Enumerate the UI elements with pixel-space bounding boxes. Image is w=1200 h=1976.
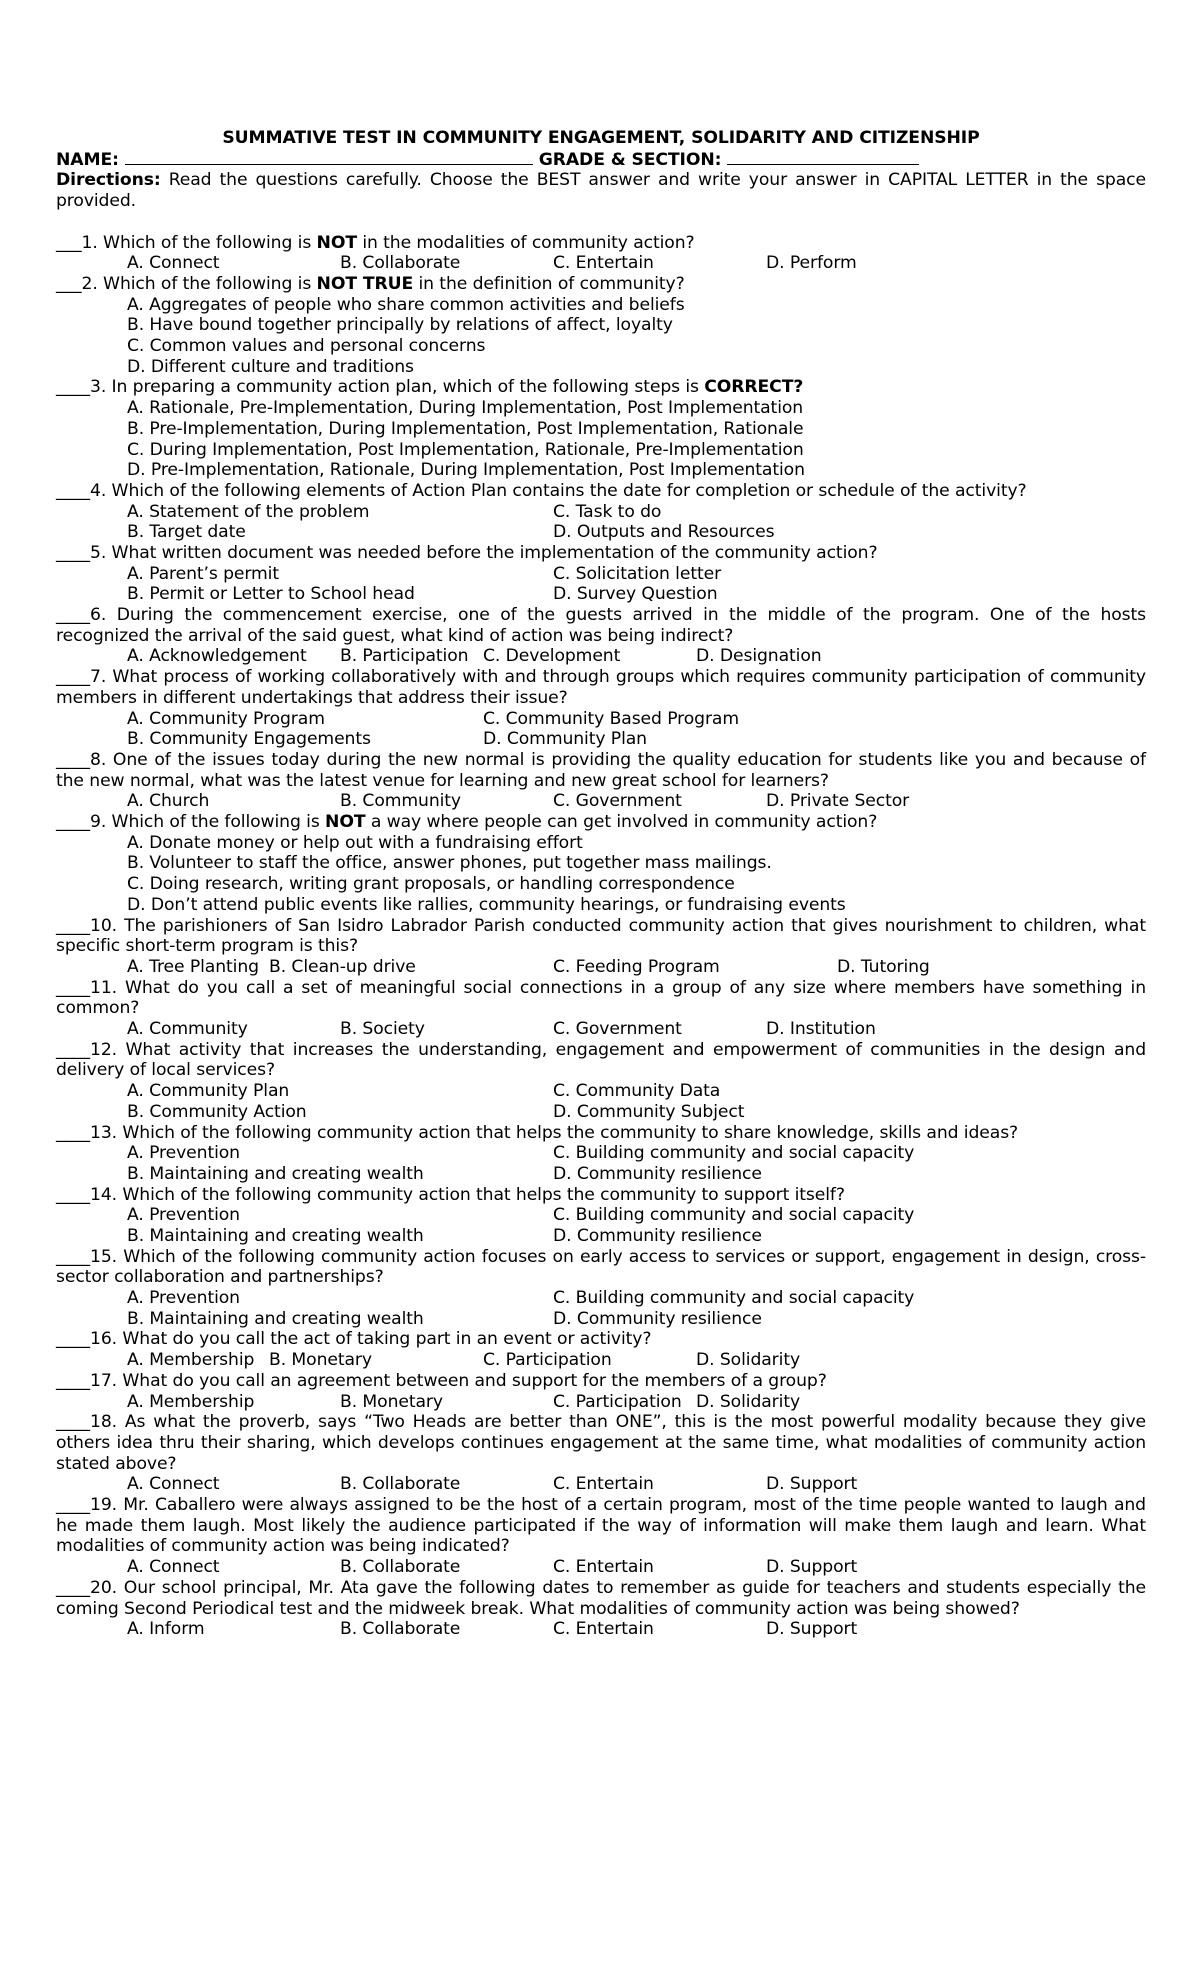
option-row: [56, 295, 1146, 316]
option-b-3: B. Pre-Implementation, During Implementation, Post Implementation, Rationale: [127, 418, 804, 439]
question-text: 2. Which of the following is: [81, 273, 317, 294]
option-b-8: B. Community: [340, 791, 461, 812]
question-5: [56, 543, 1146, 605]
option-d-14: D. Community resilience: [553, 1226, 762, 1246]
option-row: [56, 419, 1146, 440]
option-c-2: C. Common values and personal concerns: [127, 336, 486, 356]
option-a-4: A. Statement of the problem: [127, 501, 370, 522]
question-text: 5. What written document was needed before the implementation of the community action?: [89, 543, 878, 563]
option-c-4: B. Target date: [127, 522, 246, 543]
option-d-3: D. Pre-Implementation, Rationale, During Implementation, Post Implementation: [127, 460, 805, 481]
question-stem: [56, 1247, 1146, 1288]
question-text: 12. What activity that increases the understanding, engagement and empowerment of communities in the design and delivery of local services?: [56, 1039, 1146, 1081]
option-d-15: D. Community resilience: [553, 1308, 762, 1329]
option-row: [56, 1164, 1146, 1185]
answer-blank[interactable]: ____: [56, 543, 90, 563]
option-row: [56, 895, 1146, 916]
option-a-3: A. Rationale, Pre-Implementation, During Implementation, Post Implementation: [127, 398, 804, 419]
option-row: [56, 1392, 1146, 1413]
option-row: [56, 502, 1146, 523]
option-row: [56, 1102, 1146, 1123]
option-b-9: B. Volunteer to staff the office, answer phones, put together mass mailings.: [127, 853, 772, 874]
question-text: 18. As what the proverb, says “Two Heads are better than ONE”, this is the most powerful modality because they give others idea thru their sharing, which develops continues engagement at the same time, what modalities of community action stated above?: [56, 1412, 1146, 1474]
question-text: 1. Which of the following is: [81, 232, 317, 253]
question-14: [56, 1185, 1146, 1247]
option-c-18: C. Entertain: [553, 1474, 654, 1495]
question-emphasis: NOT TRUE: [316, 273, 414, 294]
question-15: [56, 1247, 1146, 1330]
option-b-15: C. Building community and social capacity: [553, 1288, 915, 1309]
name-field[interactable]: [125, 149, 533, 165]
question-text: 16. What do you call the act of taking part in an event or activity?: [89, 1329, 652, 1350]
option-row: [56, 957, 1146, 978]
option-a-12: A. Community Plan: [127, 1081, 290, 1102]
test-content: [56, 128, 1146, 1640]
question-text-end: in the definition of community?: [413, 273, 685, 294]
option-row: [56, 440, 1146, 461]
option-c-8: C. Government: [553, 791, 682, 812]
option-b-1: B. Collaborate: [340, 253, 461, 274]
directions-label: Directions:: [56, 170, 161, 191]
option-a-9: A. Donate money or help out with a fundraising effort: [127, 832, 583, 853]
option-d-19: D. Support: [766, 1557, 858, 1578]
option-row: [56, 646, 1146, 667]
question-6: [56, 605, 1146, 667]
question-text-end: a way where people can get involved in community action?: [365, 812, 878, 833]
option-a-19: A. Connect: [127, 1557, 220, 1578]
option-d-6: D. Designation: [696, 646, 822, 667]
directions-text: Read the questions carefully. Choose the BEST answer and write your answer in CAPITAL LETTER in the space provided.: [56, 170, 1146, 212]
option-row: [56, 357, 1146, 378]
option-c-6: C. Development: [483, 646, 621, 667]
option-a-15: A. Prevention: [127, 1288, 240, 1309]
option-d-18: D. Support: [766, 1474, 858, 1495]
answer-blank[interactable]: ____: [56, 480, 90, 501]
answer-blank[interactable]: ____: [56, 605, 90, 626]
question-stem: [56, 233, 1146, 254]
option-b-7: C. Community Based Program: [483, 708, 740, 729]
option-row: [56, 709, 1146, 730]
option-row: [56, 853, 1146, 874]
option-c-19: C. Entertain: [553, 1557, 654, 1578]
question-9: [56, 812, 1146, 916]
question-text: 17. What do you call an agreement between and support for the members of a group?: [89, 1370, 827, 1391]
option-a-11: A. Community: [127, 1019, 248, 1040]
option-b-18: B. Collaborate: [340, 1474, 461, 1495]
option-c-5: B. Permit or Letter to School head: [127, 584, 415, 605]
question-emphasis: NOT: [325, 812, 366, 833]
question-7: [56, 667, 1146, 750]
question-4: [56, 481, 1146, 543]
option-b-13: C. Building community and social capacity: [553, 1143, 915, 1164]
option-row: [56, 1474, 1146, 1495]
answer-blank[interactable]: ____: [56, 1412, 90, 1433]
question-stem: [56, 1040, 1146, 1081]
option-c-1: C. Entertain: [553, 253, 654, 274]
answer-blank[interactable]: ____: [56, 1184, 90, 1205]
question-emphasis: NOT: [316, 232, 357, 253]
answer-blank[interactable]: ___: [56, 273, 82, 294]
question-emphasis: CORRECT?: [704, 377, 804, 398]
option-a-17: A. Membership: [127, 1391, 255, 1412]
option-d-7: D. Community Plan: [483, 729, 647, 750]
option-row: [56, 336, 1146, 357]
option-d-20: D. Support: [766, 1619, 858, 1640]
option-d-13: D. Community resilience: [553, 1163, 762, 1184]
option-d-12: D. Community Subject: [553, 1101, 745, 1122]
question-text: 4. Which of the following elements of Action Plan contains the date for completion or schedule of the activity?: [89, 480, 1027, 501]
option-row: [56, 1143, 1146, 1164]
question-text: 8. One of the issues today during the new normal is providing the quality education for students like you and because of the new normal, what was the latest venue for learning and new great school for learners?: [56, 749, 1146, 791]
option-a-16: A. Membership: [127, 1350, 255, 1371]
option-c-3: C. During Implementation, Post Implementation, Rationale, Pre-Implementation: [127, 439, 804, 460]
answer-blank[interactable]: ____: [56, 377, 90, 398]
answer-blank[interactable]: ____: [56, 812, 90, 833]
option-row: [56, 1619, 1146, 1640]
question-20: [56, 1578, 1146, 1640]
option-d-5: D. Survey Question: [553, 584, 718, 605]
option-row: [56, 1350, 1146, 1371]
question-text: 10. The parishioners of San Isidro Labrador Parish conducted community action that gives nourishment to children, what specific short-term program is this?: [56, 915, 1146, 957]
option-d-8: D. Private Sector: [766, 791, 910, 812]
answer-blank[interactable]: ____: [56, 1370, 90, 1391]
question-stem: [56, 377, 1146, 398]
question-text: 7. What process of working collaboratively with and through groups which requires community participation of community members in different undertakings that address their issue?: [56, 667, 1146, 708]
option-row: [56, 1081, 1146, 1102]
question-2: [56, 274, 1146, 378]
question-stem: [56, 1123, 1146, 1144]
option-d-16: D. Solidarity: [696, 1350, 801, 1371]
option-row: [56, 833, 1146, 854]
question-3: [56, 377, 1146, 481]
question-text: 11. What do you call a set of meaningful social connections in a group of any size where members have something in common?: [56, 977, 1146, 1019]
option-c-16: C. Participation: [483, 1350, 612, 1371]
option-row: [56, 1557, 1146, 1578]
option-a-6: A. Acknowledgement: [127, 646, 307, 667]
question-stem: [56, 1578, 1146, 1619]
option-a-13: A. Prevention: [127, 1143, 240, 1164]
question-11: [56, 978, 1146, 1040]
directions: [56, 170, 1146, 211]
answer-blank[interactable]: ____: [56, 1495, 90, 1516]
question-text: 19. Mr. Caballero were always assigned to be the host of a certain program, most of the time people wanted to laugh and he made them laugh. Most likely the audience participated if the way of information will make them laugh and learn. What modalities of community action was being indicated?: [56, 1495, 1146, 1557]
option-row: [56, 874, 1146, 895]
answer-blank[interactable]: ___: [56, 232, 82, 253]
question-stem: [56, 1185, 1146, 1206]
question-text: 14. Which of the following community action that helps the community to support itself?: [89, 1184, 845, 1205]
question-stem: [56, 274, 1146, 295]
option-a-5: A. Parent’s permit: [127, 563, 279, 584]
option-c-10: C. Feeding Program: [553, 956, 720, 977]
option-row: [56, 1288, 1146, 1309]
option-a-7: A. Community Program: [127, 708, 325, 729]
option-b-16: B. Monetary: [269, 1350, 372, 1371]
option-d-10: D. Tutoring: [837, 956, 930, 977]
option-row: [56, 1019, 1146, 1040]
question-17: [56, 1371, 1146, 1412]
question-16: [56, 1329, 1146, 1370]
option-c-13: B. Maintaining and creating wealth: [127, 1163, 424, 1184]
question-8: [56, 750, 1146, 812]
question-stem: [56, 1412, 1146, 1474]
answer-blank[interactable]: ____: [56, 1246, 90, 1267]
option-b-19: B. Collaborate: [340, 1557, 461, 1578]
question-text: 3. In preparing a community action plan, which of the following steps is: [89, 377, 705, 398]
question-stem: [56, 1371, 1146, 1392]
question-text: 15. Which of the following community action focuses on early access to services or support, engagement in design, cross-sector collaboration and partnerships?: [56, 1246, 1146, 1288]
answer-blank[interactable]: ____: [56, 1122, 90, 1143]
question-12: [56, 1040, 1146, 1123]
option-c-15: B. Maintaining and creating wealth: [127, 1308, 424, 1329]
option-c-20: C. Entertain: [553, 1619, 654, 1640]
option-b-5: C. Solicitation letter: [553, 563, 722, 584]
option-row: [56, 564, 1146, 585]
name-label: NAME:: [56, 149, 119, 170]
option-a-18: A. Connect: [127, 1474, 220, 1495]
question-text: 20. Our school principal, Mr. Ata gave the following dates to remember as guide for teachers and students especially the coming Second Periodical test and the midweek break. What modalities of community action was being showed?: [56, 1577, 1146, 1619]
option-b-10: B. Clean-up drive: [269, 956, 416, 977]
answer-blank[interactable]: ____: [56, 915, 90, 936]
option-row: [56, 1226, 1146, 1247]
option-b-14: C. Building community and social capacity: [553, 1205, 915, 1226]
option-row: [56, 791, 1146, 812]
question-stem: [56, 481, 1146, 502]
option-row: [56, 398, 1146, 419]
option-row: [56, 729, 1146, 750]
question-text-end: in the modalities of community action?: [356, 232, 695, 253]
option-c-12: B. Community Action: [127, 1101, 307, 1122]
question-stem: [56, 1495, 1146, 1557]
option-c-14: B. Maintaining and creating wealth: [127, 1226, 424, 1246]
option-a-14: A. Prevention: [127, 1205, 240, 1226]
option-c-9: C. Doing research, writing grant proposals, or handling correspondence: [127, 874, 735, 895]
answer-blank[interactable]: ____: [56, 1577, 90, 1598]
option-d-4: D. Outputs and Resources: [553, 522, 775, 543]
question-stem: [56, 667, 1146, 708]
option-row: [56, 522, 1146, 543]
question-stem: [56, 812, 1146, 833]
answer-blank[interactable]: ____: [56, 667, 90, 688]
page-title: SUMMATIVE TEST IN COMMUNITY ENGAGEMENT, SOLIDARITY AND CITIZENSHIP: [222, 128, 980, 148]
option-a-1: A. Connect: [127, 253, 220, 274]
option-c-7: B. Community Engagements: [127, 729, 371, 750]
option-a-8: A. Church: [127, 791, 210, 812]
answer-blank[interactable]: ____: [56, 977, 90, 998]
option-a-20: A. Inform: [127, 1619, 205, 1640]
question-text: 6. During the commencement exercise, one of the guests arrived in the middle of the program. One of the hosts recognized the arrival of the said guest, what kind of action was being indirect?: [56, 605, 1146, 646]
question-13: [56, 1123, 1146, 1185]
answer-blank[interactable]: ____: [56, 1329, 90, 1350]
option-row: [56, 460, 1146, 481]
answer-blank[interactable]: ____: [56, 749, 90, 770]
option-b-4: C. Task to do: [553, 501, 662, 522]
option-a-2: A. Aggregates of people who share common activities and beliefs: [127, 294, 685, 315]
option-c-17: C. Participation: [553, 1391, 682, 1412]
option-d-1: D. Perform: [766, 253, 857, 274]
question-1: [56, 233, 1146, 274]
option-a-10: A. Tree Planting: [127, 956, 259, 977]
question-stem: [56, 1329, 1146, 1350]
option-b-11: B. Society: [340, 1019, 425, 1040]
option-d-17: D. Solidarity: [696, 1391, 801, 1412]
question-stem: [56, 543, 1146, 564]
option-row: [56, 1309, 1146, 1330]
name-grade-row: [56, 149, 1146, 171]
question-stem: [56, 750, 1146, 791]
option-b-20: B. Collaborate: [340, 1619, 461, 1640]
question-stem: [56, 978, 1146, 1019]
question-text: 13. Which of the following community action that helps the community to share knowledge, skills and ideas?: [89, 1122, 1019, 1143]
option-row: [56, 253, 1146, 274]
grade-field[interactable]: [727, 149, 919, 165]
question-19: [56, 1495, 1146, 1578]
option-c-11: C. Government: [553, 1019, 682, 1040]
answer-blank[interactable]: ____: [56, 1039, 90, 1060]
option-b-2: B. Have bound together principally by relations of affect, loyalty: [127, 315, 673, 336]
question-list: [56, 233, 1146, 1640]
option-row: [56, 315, 1146, 336]
grade-label: GRADE & SECTION:: [538, 149, 722, 170]
option-d-11: D. Institution: [766, 1019, 876, 1040]
option-row: [56, 1205, 1146, 1226]
option-b-6: B. Participation: [340, 646, 469, 667]
option-d-9: D. Don’t attend public events like rallies, community hearings, or fundraising events: [127, 894, 846, 915]
option-d-2: D. Different culture and traditions: [127, 356, 414, 377]
option-b-17: B. Monetary: [340, 1391, 443, 1412]
question-10: [56, 916, 1146, 978]
question-text: 9. Which of the following is: [89, 812, 326, 833]
question-stem: [56, 916, 1146, 957]
question-18: [56, 1412, 1146, 1495]
option-b-12: C. Community Data: [553, 1081, 721, 1102]
option-row: [56, 584, 1146, 605]
question-stem: [56, 605, 1146, 646]
